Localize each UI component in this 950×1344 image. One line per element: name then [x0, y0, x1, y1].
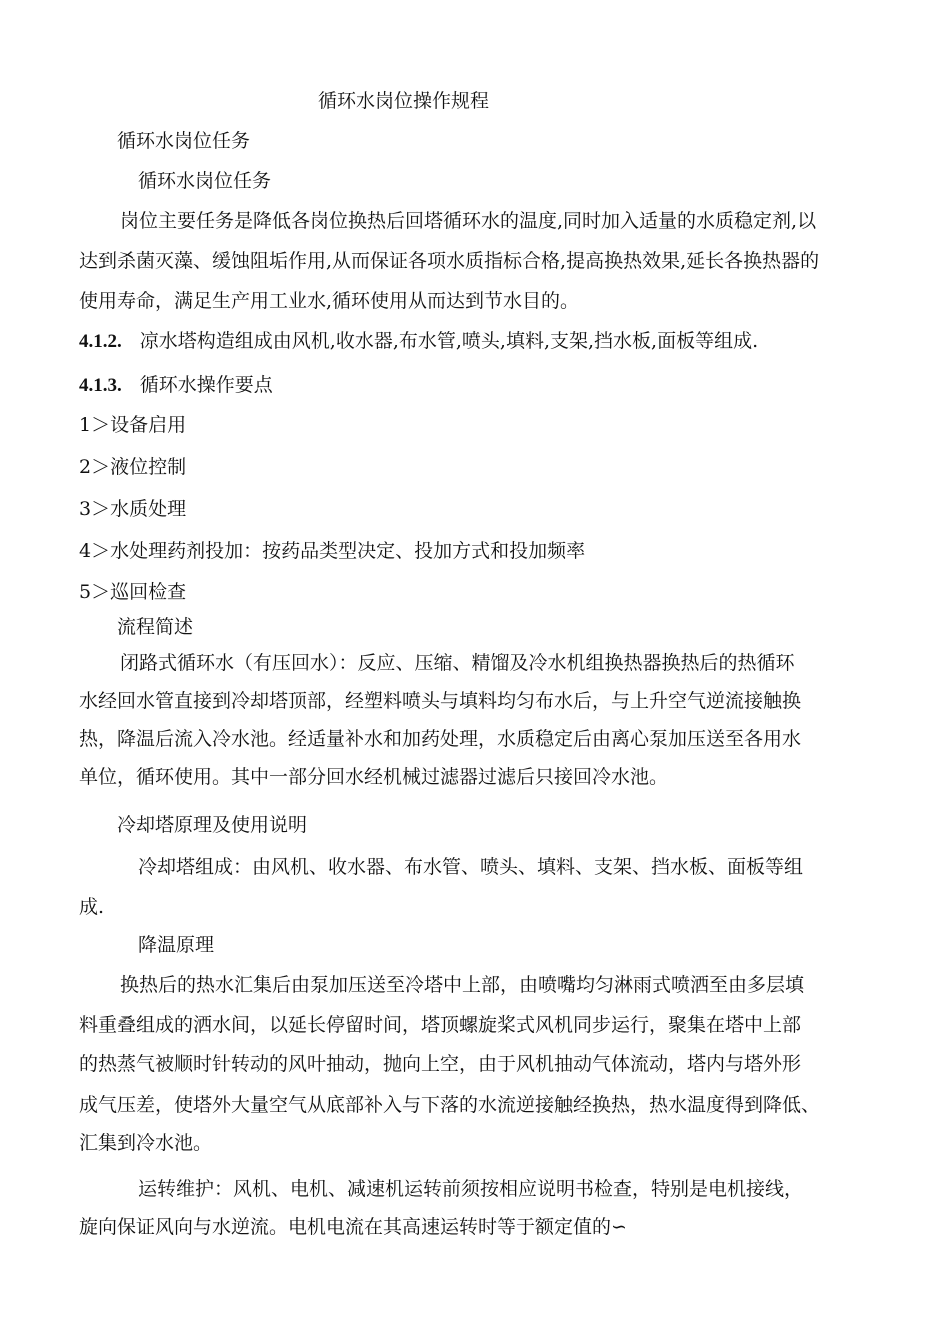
point-item: 3＞水质处理	[79, 498, 187, 520]
tower-composition-line: 冷却塔组成：由风机、收水器、布水管、喷头、填料、支架、挡水板、面板等组	[138, 856, 804, 878]
cooling-heading: 降温原理	[138, 934, 215, 956]
point-item: 2＞液位控制	[79, 456, 187, 478]
item-412	[79, 332, 758, 351]
cooling-paragraph-line: 换热后的热水汇集后由泵加压送至冷塔中上部，由喷嘴均匀淋雨式喷洒至由多层填	[120, 974, 805, 996]
point-item: 1＞设备启用	[79, 414, 187, 436]
task-paragraph-line: 岗位主要任务是降低各岗位换热后回塔循环水的温度,同时加入适量的水质稳定剂,以	[120, 210, 817, 232]
section-heading-task: 循环水岗位任务	[117, 130, 251, 152]
tower-heading: 冷却塔原理及使用说明	[117, 814, 308, 836]
flow-paragraph-line: 单位，循环使用。其中一部分回水经机械过滤器过滤后只接回冷水池。	[79, 766, 669, 788]
task-paragraph-line: 使用寿命，满足生产用工业水,循环使用从而达到节水目的。	[79, 290, 580, 312]
cooling-paragraph-line: 的热蒸气被顺时针转动的风叶抽动，抛向上空，由于风机抽动气体流动，塔内与塔外形	[79, 1053, 802, 1075]
item-number: 4.1.3.	[79, 375, 122, 396]
item-number: 4.1.2.	[79, 331, 122, 352]
cooling-paragraph-line: 料重叠组成的洒水间，以延长停留时间，塔顶螺旋桨式风机同步运行，聚集在塔中上部	[79, 1014, 802, 1036]
subsection-heading-task: 循环水岗位任务	[138, 170, 272, 192]
maintenance-paragraph-line: 运转维护：风机、电机、减速机运转前须按相应说明书检查，特别是电机接线，	[138, 1178, 804, 1200]
item-413	[79, 376, 273, 395]
point-item: 5＞巡回检查	[79, 581, 187, 603]
flow-paragraph-line: 水经回水管直接到冷却塔顶部，经塑料喷头与填料均匀布水后，与上升空气逆流接触换	[79, 690, 802, 712]
point-item: 4＞水处理药剂投加：按药品类型决定、投加方式和投加频率	[79, 540, 586, 562]
maintenance-paragraph-line: 旋向保证风向与水逆流。电机电流在其高速运转时等于额定值的∽	[79, 1216, 627, 1238]
cooling-paragraph-line: 成气压差，使塔外大量空气从底部补入与下落的水流逆接触经换热，热水温度得到降低、	[79, 1094, 821, 1116]
cooling-paragraph-line: 汇集到冷水池。	[79, 1132, 213, 1154]
item-text: 凉水塔构造组成由风机,收水器,布水管,喷头,填料,支架,挡水板,面板等组成.	[139, 330, 759, 352]
document-title: 循环水岗位操作规程	[318, 90, 490, 112]
task-paragraph-line: 达到杀菌灭藻、缓蚀阻垢作用,从而保证各项水质指标合格,提高换热效果,延长各换热器的	[79, 250, 820, 272]
flow-paragraph-line: 热，降温后流入冷水池。经适量补水和加药处理，水质稳定后由离心泵加压送至各用水	[79, 728, 802, 750]
item-text: 循环水操作要点	[139, 374, 273, 396]
flow-paragraph-line: 闭路式循环水（有压回水）：反应、压缩、精馏及冷水机组换热器换热后的热循环	[120, 652, 795, 674]
tower-composition-line: 成.	[79, 896, 105, 918]
flow-heading: 流程简述	[117, 616, 194, 638]
